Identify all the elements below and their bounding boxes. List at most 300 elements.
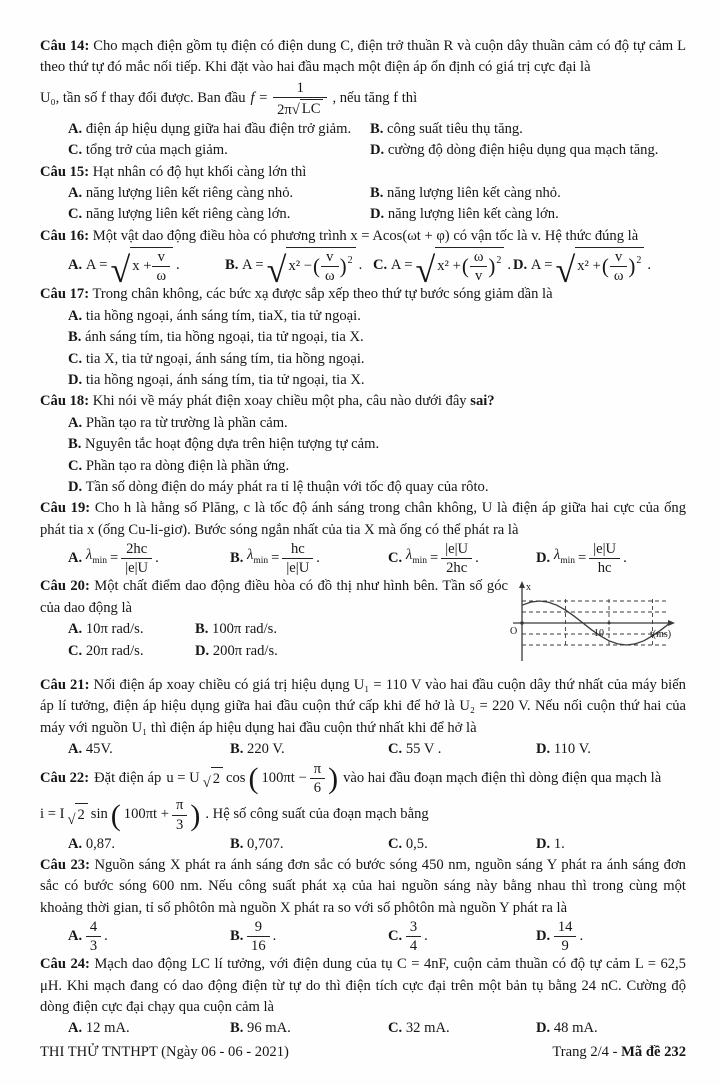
option-d	[536, 1018, 686, 1039]
stem-text: Một vật dao động điều hòa có phương trình	[92, 227, 347, 244]
option-formula	[242, 247, 363, 290]
option-d	[536, 834, 686, 855]
sqrt-content: LC	[300, 99, 324, 117]
term: x² +	[437, 258, 461, 275]
option-text: 45V.	[85, 740, 113, 757]
question-20-left	[40, 576, 508, 674]
subscript: min	[253, 556, 269, 567]
question-16	[40, 226, 686, 290]
right-paren: )	[328, 762, 339, 796]
sqrt	[203, 767, 223, 790]
page-number: Trang 2/4 -	[552, 1044, 622, 1060]
option-letter: A.	[68, 740, 83, 757]
option-text: 96 mA.	[247, 1020, 291, 1037]
option-letter: B.	[230, 1020, 244, 1037]
question-20-stem	[40, 576, 508, 619]
option-letter: B.	[230, 740, 244, 757]
option-d	[68, 370, 686, 391]
sqrt-content	[575, 247, 644, 284]
option-letter: A.	[68, 928, 83, 945]
question-label: Câu 16:	[40, 227, 90, 244]
fraction	[273, 80, 327, 118]
left-paren: (	[601, 254, 609, 279]
option-a	[68, 119, 370, 140]
question-24-options	[40, 1018, 686, 1039]
question-16-stem	[40, 226, 686, 247]
option-letter: C.	[68, 642, 83, 659]
fraction	[470, 249, 488, 284]
option-letter: B.	[230, 550, 244, 567]
fraction-numerator: |e|U	[589, 541, 620, 559]
option-text: Nguyên tắc hoạt động dựa trên hiện tượng tự cảm.	[85, 436, 380, 453]
option-a	[68, 247, 225, 290]
option-letter: C.	[68, 142, 83, 159]
fraction-denominator: 2hc	[446, 560, 468, 577]
displacement-time-graph	[508, 579, 680, 667]
term: 100πt +	[123, 806, 169, 823]
lambda: $\lambda_{min}$	[405, 547, 427, 567]
option-text: 100π rad/s.	[212, 621, 277, 638]
term: x +	[132, 258, 152, 275]
sqrt	[415, 247, 504, 290]
option-letter: D.	[536, 1020, 551, 1037]
fraction-numerator: π	[310, 761, 325, 779]
option-letter: C.	[373, 257, 388, 274]
sqrt	[266, 247, 356, 290]
option-letter: D.	[68, 371, 83, 388]
option-text: 10π rad/s.	[85, 621, 144, 638]
stem-text: Nguồn sáng X phát ra ánh sáng đơn sắc có bước sóng 450 nm, nguồn sáng Y phát ra ánh sáng đơn sắc có bước sóng 600 nm. Nếu công suất phát xạ của hai nguồn sáng này bằng nhau thì trong cùng một khoảng thời gian, tỉ số phôtôn mà nguồn X phát ra so với số phôtôn mà nguồn Y phát ra là	[40, 856, 686, 916]
option-letter: C.	[388, 550, 403, 567]
question-22-line2	[40, 797, 686, 832]
question-label: Câu 17:	[40, 286, 90, 303]
question-15	[40, 162, 686, 226]
question-label: Câu 21:	[40, 676, 90, 693]
term: 100πt −	[261, 770, 307, 787]
option-text: 48 mA.	[553, 1020, 598, 1037]
sqrt	[555, 247, 644, 290]
exponent: 2	[496, 255, 502, 267]
period: .	[358, 257, 363, 274]
y-axis-label: x	[526, 582, 531, 594]
equation: x = Acos(ωt + φ)	[350, 227, 450, 244]
fraction-denominator: v	[474, 268, 483, 285]
function: cos	[226, 770, 246, 787]
fraction	[310, 761, 325, 796]
fraction-numerator: 9	[247, 919, 270, 937]
option-letter: A.	[68, 835, 83, 852]
stem-text: , nếu tăng f thì	[332, 90, 418, 107]
fraction-denominator	[273, 98, 327, 118]
option-a	[68, 541, 230, 576]
option-text: tia hồng ngoại, ánh sáng tím, tia tử ngoại, tia X.	[85, 371, 365, 388]
fraction-denominator: 3	[176, 816, 184, 833]
option-letter: C.	[68, 457, 83, 474]
sqrt-radical: √	[110, 249, 131, 290]
stem-text: Khi nói về máy phát điện xoay chiều một pha, câu nào dưới đây	[92, 393, 471, 410]
fraction	[86, 919, 101, 954]
option-formula	[86, 919, 108, 954]
option-c	[68, 140, 370, 161]
option-c	[388, 1018, 536, 1039]
option-letter: A.	[68, 1020, 83, 1037]
option-letter: D.	[370, 142, 385, 159]
option-letter: D.	[68, 479, 83, 496]
question-14	[40, 36, 686, 162]
fraction-denominator: |e|U	[125, 560, 149, 577]
option-text: tia hồng ngoại, ánh sáng tím, tiaX, tia tử ngoại.	[85, 307, 361, 324]
question-label: Câu 19:	[40, 500, 91, 517]
question-17-options	[40, 306, 686, 392]
fraction-numerator: 14	[554, 919, 577, 937]
question-label: Câu 18:	[40, 393, 90, 410]
option-a	[68, 834, 230, 855]
sqrt-content	[286, 247, 355, 284]
option-formula	[390, 247, 512, 290]
question-18-stem	[40, 391, 686, 412]
question-24-stem	[40, 954, 686, 1018]
option-letter: A.	[68, 550, 83, 567]
option-letter: B.	[195, 621, 209, 638]
option-letter: C.	[68, 206, 83, 223]
question-22-options	[40, 834, 686, 855]
fraction	[589, 541, 620, 576]
option-text: 32 mA.	[405, 1020, 450, 1037]
subscript: min	[92, 556, 107, 567]
option-text: Tần số dòng điện do máy phát ra tỉ lệ thuận với tốc độ quay của rôto.	[85, 479, 489, 496]
page-footer	[40, 1042, 686, 1063]
option-text: năng lượng liên kết càng nhỏ.	[387, 185, 561, 202]
option-d	[370, 204, 686, 225]
question-14-stem	[40, 36, 686, 79]
fraction-denominator: ω	[156, 268, 167, 285]
fraction-denominator: 6	[313, 780, 322, 797]
option-b	[230, 919, 388, 954]
stem-text: Cho h là hằng số Plăng, c là tốc độ ánh sáng trong chân không, U là điện áp giữa hai cực của ống phát tia x (ống Cu-li-giơ). Bước sóng ngắn nhất của tia X mà ống có thể phát ra là	[40, 500, 686, 538]
question-label: Câu 14:	[40, 38, 90, 54]
option-c	[68, 204, 370, 225]
question-21-options	[40, 739, 686, 760]
option-d	[536, 541, 686, 576]
stem-text: có vận tốc là v. Hệ thức đúng là	[453, 227, 639, 244]
equals: =	[577, 550, 587, 567]
formula-lhs: A =	[390, 257, 413, 274]
option-letter: A.	[68, 621, 83, 638]
question-23-stem	[40, 855, 686, 919]
option-text: 20π rad/s.	[85, 642, 144, 659]
question-17-stem	[40, 284, 686, 305]
option-letter: D.	[513, 257, 528, 274]
fraction	[441, 541, 472, 576]
sqrt-content: 2	[75, 803, 87, 826]
den-text: 2π	[277, 101, 292, 118]
sqrt-content	[130, 247, 173, 284]
sqrt	[292, 99, 324, 117]
option-a	[68, 413, 686, 434]
option-letter: C.	[388, 1020, 403, 1037]
question-22-line1	[40, 761, 686, 796]
option-letter: A.	[68, 307, 83, 324]
voltage-formula	[166, 761, 338, 796]
option-b	[68, 327, 686, 348]
option-letter: D.	[536, 928, 551, 945]
option-c	[373, 247, 513, 290]
function: sin	[90, 806, 108, 823]
sqrt-radical: √	[291, 101, 300, 118]
sqrt-radical: √	[67, 811, 76, 828]
question-18	[40, 391, 686, 498]
fraction-denominator: ω	[325, 268, 335, 285]
option-letter: C.	[388, 740, 403, 757]
fraction	[406, 919, 421, 954]
lambda: $\lambda_{min}$	[247, 547, 269, 567]
option-letter: B.	[370, 120, 384, 137]
stem-text: Cho mạch điện gồm tụ điện có điện dung C, điện trở thuần R và cuộn dây thuần cảm có độ tự cảm L theo thứ tự đó mắc nối tiếp. Khi đặt vào hai đầu mạch một điện áp ổn định có giá trị cực đại là	[40, 38, 686, 76]
question-15-stem	[40, 162, 686, 183]
option-letter: B.	[225, 257, 239, 274]
option-formula	[406, 541, 479, 576]
fraction	[121, 541, 152, 576]
option-c	[388, 541, 536, 576]
x-axis-label: t(ms)	[650, 629, 672, 641]
term: x² −	[288, 258, 312, 275]
option-b	[230, 1018, 388, 1039]
equals: =	[109, 550, 119, 567]
stem-text: vào hai đầu đoạn mạch điện thì dòng điện qua mạch là	[343, 770, 662, 787]
fraction-denominator: ω	[613, 268, 624, 285]
option-b	[370, 119, 686, 140]
question-label: Câu 20:	[40, 578, 90, 595]
question-19-stem	[40, 498, 686, 541]
option-d	[536, 919, 686, 954]
option-letter: C.	[388, 835, 403, 852]
question-21-stem	[40, 675, 686, 739]
option-text: tia X, tia tử ngoại, ánh sáng tím, tia hồng ngoại.	[85, 350, 365, 367]
footer-exam-title: THI THỬ TNTHPT (Ngày 06 - 06 - 2021)	[40, 1044, 289, 1060]
option-letter: B.	[68, 329, 82, 346]
option-text: công suất tiêu thụ tăng.	[387, 120, 523, 137]
origin-label: O	[510, 626, 518, 638]
option-letter: A.	[68, 414, 83, 431]
option-b	[370, 183, 686, 204]
option-formula	[247, 919, 276, 954]
formula-lhs: f =	[250, 90, 269, 107]
option-letter: B.	[370, 185, 384, 202]
option-d	[536, 739, 686, 760]
right-paren: )	[488, 254, 496, 279]
option-formula	[406, 919, 428, 954]
subscript: min	[560, 556, 575, 567]
formula-lhs: A =	[242, 257, 264, 274]
sqrt-radical: √	[555, 249, 576, 290]
sqrt-radical: √	[266, 249, 287, 290]
option-a	[68, 739, 230, 760]
option-d	[370, 140, 686, 161]
stem-bold: sai?	[470, 393, 495, 410]
option-b	[68, 434, 686, 455]
fraction	[282, 541, 313, 576]
option-letter: A.	[68, 257, 83, 274]
stem-text: . Hệ số công suất của đoạn mạch bằng	[205, 806, 429, 823]
right-paren: )	[339, 254, 347, 279]
option-c	[388, 834, 536, 855]
stem-text: Mạch dao động LC lí tưởng, với điện dung của tụ C = 4nF, cuộn cảm thuần có độ tự cảm L = 62,5 μH. Khi mạch đang có dao động điện từ tự do thì điện tích cực đại trên một bản tụ bằng 24 nC. Cường độ dòng điện cực đại chạy qua cuộn cảm là	[40, 956, 686, 1016]
option-text: năng lượng liên kết riêng càng nhỏ.	[85, 185, 294, 202]
sqrt-radical: √	[415, 249, 436, 290]
option-letter: D.	[536, 835, 551, 852]
exam-code: Mã đề 232	[621, 1044, 686, 1060]
fraction-numerator: ω	[470, 249, 488, 267]
fraction	[610, 249, 628, 284]
option-a	[68, 919, 230, 954]
option-text: điện áp hiệu dụng giữa hai đầu điện trở giảm.	[85, 120, 352, 137]
term: i = I	[40, 806, 65, 823]
sqrt	[67, 803, 87, 826]
sqrt-content	[435, 247, 504, 284]
fraction-numerator: 1	[273, 80, 327, 98]
question-17	[40, 284, 686, 391]
option-letter: A.	[68, 120, 83, 137]
period: .	[623, 550, 627, 567]
fraction-numerator: π	[172, 797, 187, 815]
option-letter: B.	[230, 835, 244, 852]
fraction-numerator: v	[321, 249, 339, 267]
option-d	[68, 477, 686, 498]
question-20	[40, 576, 686, 674]
option-formula	[247, 541, 320, 576]
option-d	[195, 641, 508, 662]
option-b	[230, 739, 388, 760]
left-paren: (	[248, 762, 259, 796]
exponent: 2	[636, 255, 642, 267]
sqrt	[110, 247, 173, 290]
option-letter: B.	[68, 436, 82, 453]
question-14-formula-line	[40, 80, 686, 118]
fraction-denominator: hc	[597, 560, 612, 577]
period: .	[475, 550, 479, 567]
period: .	[155, 550, 159, 567]
option-text: 0,87.	[85, 835, 116, 852]
sqrt-content: 2	[211, 767, 223, 790]
current-formula	[40, 797, 200, 832]
option-a	[68, 1018, 230, 1039]
option-text: 12 mA.	[85, 1020, 130, 1037]
fraction	[172, 797, 187, 832]
option-letter: A.	[68, 185, 83, 202]
fraction-numerator: v	[610, 249, 628, 267]
question-label: Câu 22:	[40, 770, 90, 787]
option-text: 1.	[553, 835, 565, 852]
option-c	[68, 349, 686, 370]
fraction-numerator: v	[152, 249, 170, 267]
equals: =	[271, 550, 280, 567]
footer-page-info	[552, 1042, 686, 1063]
option-text: tổng trở của mạch giảm.	[85, 142, 228, 159]
option-text: 0,5.	[405, 835, 428, 852]
fraction	[247, 919, 270, 954]
fraction-denominator: |e|U	[286, 560, 310, 577]
question-19	[40, 498, 686, 576]
period: .	[176, 257, 180, 274]
fraction-numerator: 3	[406, 919, 421, 937]
fraction-denominator: 3	[89, 938, 98, 955]
option-letter: D.	[370, 206, 385, 223]
fraction	[152, 249, 170, 284]
period: .	[579, 928, 584, 945]
option-text: 110 V.	[553, 740, 591, 757]
stem-text: U₀, tần số f thay đổi được. Ban đầu	[40, 90, 246, 107]
option-text: cường độ dòng điện hiệu dụng qua mạch tăng.	[387, 142, 659, 159]
period: .	[316, 550, 320, 567]
fraction-numerator: |e|U	[441, 541, 472, 559]
option-letter: C.	[68, 350, 83, 367]
period: .	[647, 257, 652, 274]
option-text: 0,707.	[247, 835, 284, 852]
question-20-figure	[508, 576, 686, 674]
term: u = U	[166, 770, 200, 787]
option-text: ánh sáng tím, tia hồng ngoại, tia tử ngoại, tia X.	[85, 329, 364, 346]
left-paren: (	[461, 254, 469, 279]
question-20-options	[40, 619, 508, 662]
fraction	[321, 249, 339, 284]
option-letter: D.	[536, 550, 551, 567]
period: .	[424, 928, 428, 945]
question-23	[40, 855, 686, 954]
question-24	[40, 954, 686, 1040]
option-a	[68, 183, 370, 204]
fraction-denominator: 9	[561, 938, 569, 955]
question-19-options	[40, 541, 686, 576]
option-formula	[85, 247, 180, 290]
question-label: Câu 15:	[40, 163, 90, 180]
period: .	[104, 928, 108, 945]
option-text: năng lượng liên kết càng lớn.	[387, 206, 559, 223]
option-text: Phần tạo ra từ trường là phần cảm.	[85, 414, 288, 431]
period: .	[507, 257, 512, 274]
option-letter: C.	[388, 928, 403, 945]
fraction-denominator: 16	[251, 938, 266, 955]
question-15-options	[40, 183, 686, 226]
fraction-numerator: 2hc	[121, 541, 152, 559]
lambda: $\lambda_{min}$	[553, 547, 575, 567]
option-text: 200π rad/s.	[212, 642, 278, 659]
option-a	[68, 306, 686, 327]
right-paren: )	[190, 798, 201, 832]
right-paren: )	[628, 254, 636, 279]
question-label: Câu 23:	[40, 856, 90, 873]
question-18-options	[40, 413, 686, 499]
option-a	[68, 619, 195, 640]
option-formula	[86, 541, 159, 576]
left-paren: (	[313, 254, 320, 279]
option-text: 220 V.	[247, 740, 285, 757]
term: x² +	[577, 258, 601, 275]
x-tick-label: 10	[594, 628, 604, 640]
fraction-numerator: 4	[86, 919, 101, 937]
sqrt-radical: √	[202, 775, 211, 792]
option-text: 55 V .	[405, 740, 442, 757]
question-23-options	[40, 919, 686, 954]
stem-text: Một chất điểm dao động điều hòa có đồ thị như hình bên. Tần số góc của dao động là	[40, 578, 508, 616]
question-16-options	[40, 247, 686, 290]
exponent: 2	[347, 255, 353, 267]
question-label: Câu 24:	[40, 956, 90, 973]
formula-lhs: A =	[85, 257, 108, 274]
equals: =	[429, 550, 439, 567]
question-22	[40, 761, 686, 855]
fraction-numerator: hc	[282, 541, 313, 559]
lambda: $\lambda_{min}$	[85, 547, 107, 567]
